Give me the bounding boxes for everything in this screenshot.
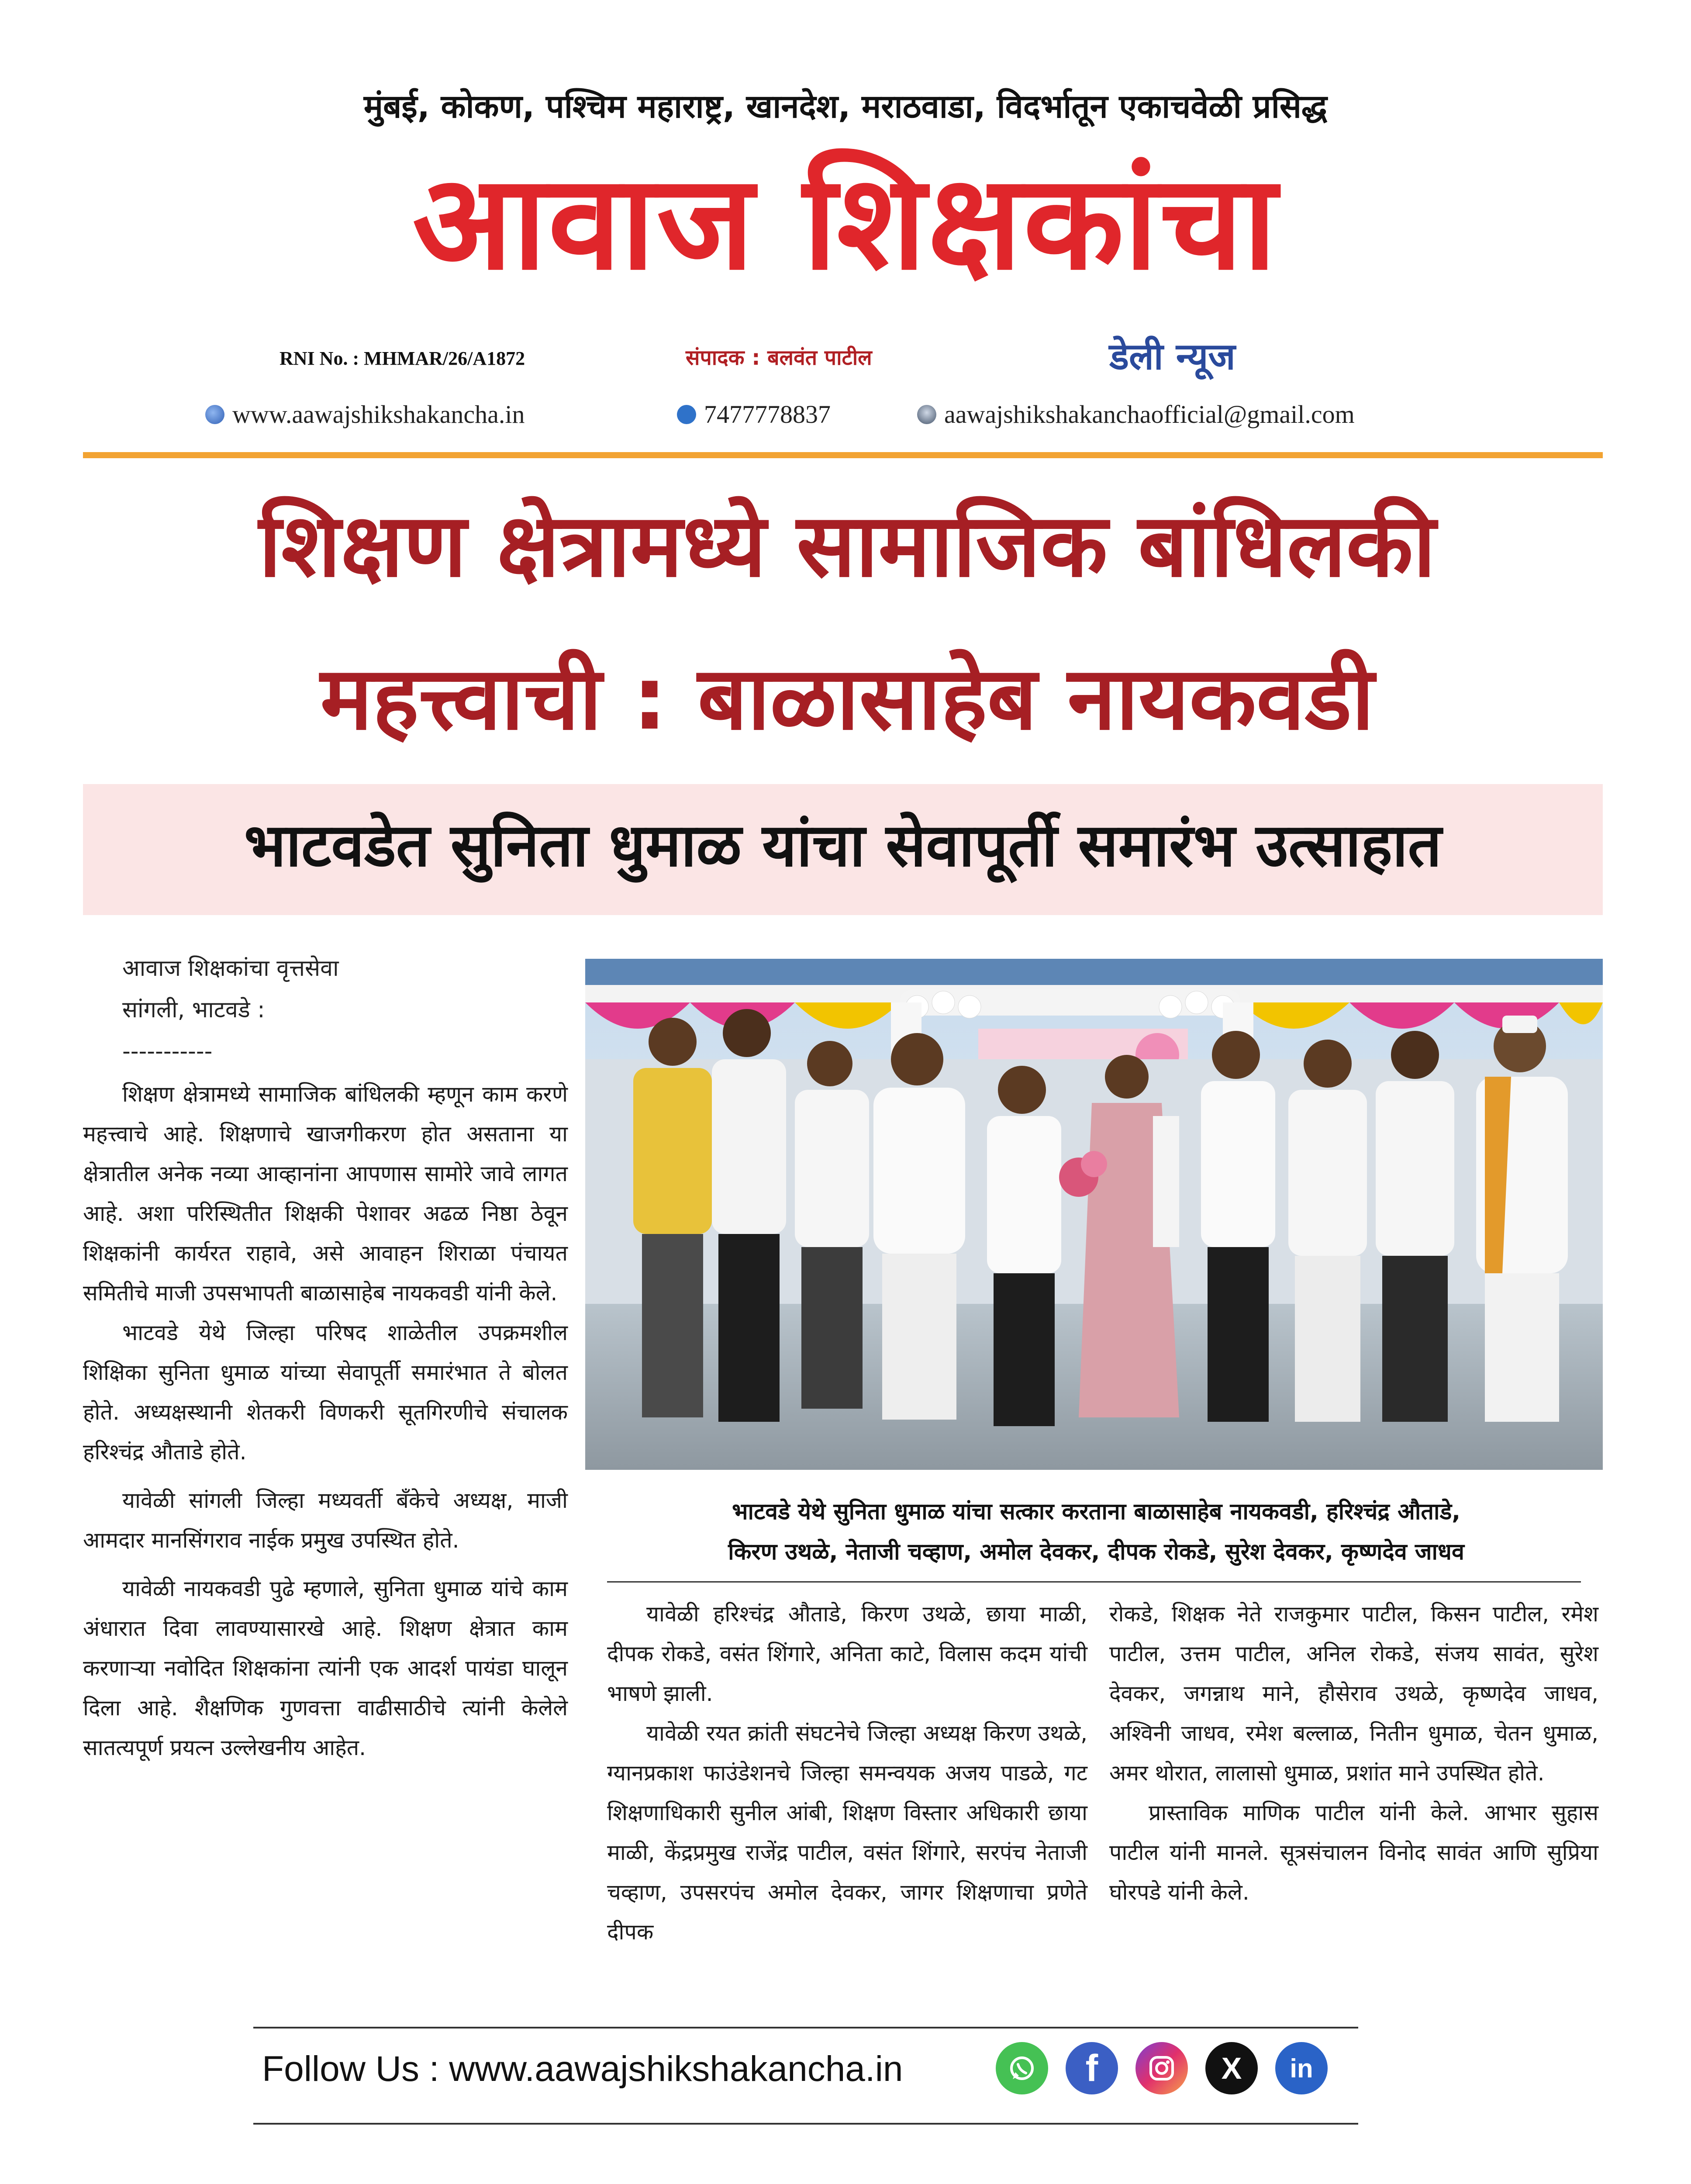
paragraph: रोकडे, शिक्षक नेते राजकुमार पाटील, किसन पाटील, रमेश पाटील, उत्तम पाटील, अनिल रोकडे, संजय सावंत, सुरेश देवकर, जगन्नाथ माने, हौसेराव उथळे, कृष्णदेव जाधव, अश्विनी जाधव, रमेश बल्लाळ, नितीन धुमाळ, चेतन धुमाळ, अमर थोरात, लालासो धुमाळ, प्रशांत माने उपस्थित होते. (1109, 1601, 1598, 1786)
footer-top-rule (253, 2027, 1358, 2028)
dateline (122, 948, 339, 1072)
website-link[interactable]: www.aawajshikshakancha.in (232, 400, 525, 429)
dateline-place: सांगली, भाटवडे : (122, 997, 265, 1023)
phone-contact[interactable] (677, 400, 831, 429)
paragraph: यावेळी रयत क्रांती संघटनेचे जिल्हा अध्यक्ष किरण उथळे, ग्यानप्रकाश फाउंडेशनचे जिल्हा समन्वयक अजय पाडळे, गट शिक्षणाधिकारी सुनील आंबी, शिक्षण विस्तार अधिकारी छाया माळी, केंद्रप्रमुख राजेंद्र पाटील, वसंत शिंगारे, सरपंच नेताजी चव्हाण, उपसरपंच अमोल देवकर, जागर शिक्षणाचा प्रणेते दीपक (607, 1721, 1087, 1945)
paragraph: भाटवडे येथे जिल्हा परिषद शाळेतील उपक्रमशील शिक्षिका सुनिता धुमाळ यांच्या सेवापूर्ती समारंभात ते बोलत होते. अध्यक्षस्थानी शेतकरी विणकरी सूतगिरणीचे संचालक हरिश्चंद्र औताडे होते. (83, 1320, 568, 1465)
whatsapp-icon[interactable] (996, 2042, 1048, 2094)
email-icon (917, 405, 936, 424)
paragraph: प्रास्ताविक माणिक पाटील यांनी केले. आभार सुहास पाटील यांनी मानले. सूत्रसंचालन विनोद सावंत आणि सुप्रिया घोरपडे यांनी केले. (1109, 1800, 1598, 1905)
header-divider (83, 452, 1603, 458)
paragraph: यावेळी सांगली जिल्हा मध्यवर्ती बँकेचे अध्यक्ष, माजी आमदार मानसिंगराव नाईक प्रमुख उपस्थित होते. (83, 1488, 568, 1553)
paragraph: यावेळी नायकवडी पुढे म्हणाले, सुनिता धुमाळ यांचे काम अंधारात दिवा लावण्यासारखे आहे. शिक्षण क्षेत्रात काम करणाऱ्या नवोदित शिक्षकांना त्यांनी एक आदर्श पायंडा घालून दिला आहे. शैक्षणिक गुणवत्ता वाढीसाठीचे त्यांनी केलेले सातत्यपूर्ण प्रयत्न उल्लेखनीय आहेत. (83, 1576, 568, 1760)
globe-icon (205, 405, 224, 424)
linkedin-icon[interactable]: in (1275, 2042, 1328, 2094)
caption-line-2: किरण उथळे, नेताजी चव्हाण, अमोल देवकर, दीपक रोकडे, सुरेश देवकर, कृष्णदेव जाधव (728, 1539, 1464, 1565)
article-column-1 (83, 1075, 568, 1768)
instagram-icon[interactable] (1135, 2042, 1188, 2094)
email-address[interactable]: aawajshikshakanchaofficial@gmail.com (944, 400, 1355, 429)
email-contact[interactable] (917, 400, 1355, 429)
editor-name: संपादक : बलवंत पाटील (686, 346, 872, 370)
photo-caption (581, 1492, 1612, 1572)
x-icon[interactable]: X (1205, 2042, 1258, 2094)
caption-line-1: भाटवडे येथे सुनिता धुमाळ यांचा सत्कार करताना बाळासाहेब नायकवडी, हरिश्चंद्र औताडे, (732, 1499, 1461, 1525)
caption-divider (607, 1581, 1581, 1583)
headline-line-1: शिक्षण क्षेत्रामध्ये सामाजिक बांधिलकी (259, 495, 1436, 597)
tagline: मुंबई, कोकण, पश्चिम महाराष्ट्र, खानदेश, मराठवाडा, विदर्भातून एकाचवेळी प्रसिद्ध (363, 88, 1328, 125)
masthead-title: आवाज शिक्षकांचा (412, 146, 1279, 299)
facebook-icon[interactable]: f (1066, 2042, 1118, 2094)
subheading: भाटवडेत सुनिता धुमाळ यांचा सेवापूर्ती समारंभ उत्साहात (244, 811, 1442, 880)
phone-number[interactable]: 7477778837 (704, 400, 831, 429)
website-contact[interactable] (205, 400, 525, 429)
dateline-rule: ----------- (122, 1038, 213, 1064)
paragraph: शिक्षण क्षेत्रामध्ये सामाजिक बांधिलकी म्हणून काम करणे महत्त्वाचे आहे. शिक्षणाचे खाजगीकरण होत असताना या क्षेत्रातील अनेक नव्या आव्हानांना आपणास सामोरे जावे लागत आहे. अशा परिस्थितीत शिक्षकी पेशावर अढळ निष्ठा ठेवून शिक्षकांनी कार्यरत राहावे, असे आवाहन शिराळा पंचायत समितीचे माजी उपसभापती बाळासाहेब नायकवडी यांनी केले. (83, 1082, 568, 1306)
article-column-2 (607, 1594, 1087, 1952)
footer-bottom-rule (253, 2123, 1358, 2125)
phone-icon (677, 405, 696, 424)
daily-news-label: डेली न्यूज (1109, 335, 1235, 378)
paragraph: यावेळी हरिश्चंद्र औताडे, किरण उथळे, छाया माळी, दीपक रोकडे, वसंत शिंगारे, अनिता काटे, विलास कदम यांची भाषणे झाली. (607, 1601, 1087, 1706)
follow-us-link[interactable]: Follow Us : www.aawajshikshakancha.in (262, 2049, 903, 2089)
rni-number: RNI No. : MHMAR/26/A1872 (280, 348, 525, 369)
article-column-3 (1109, 1594, 1598, 1912)
dateline-source: आवाज शिक्षकांचा वृत्तसेवा (122, 955, 339, 981)
headline-line-2: महत्त्वाची : बाळासाहेब नायकवडी (320, 648, 1374, 750)
event-photo (585, 959, 1603, 1470)
